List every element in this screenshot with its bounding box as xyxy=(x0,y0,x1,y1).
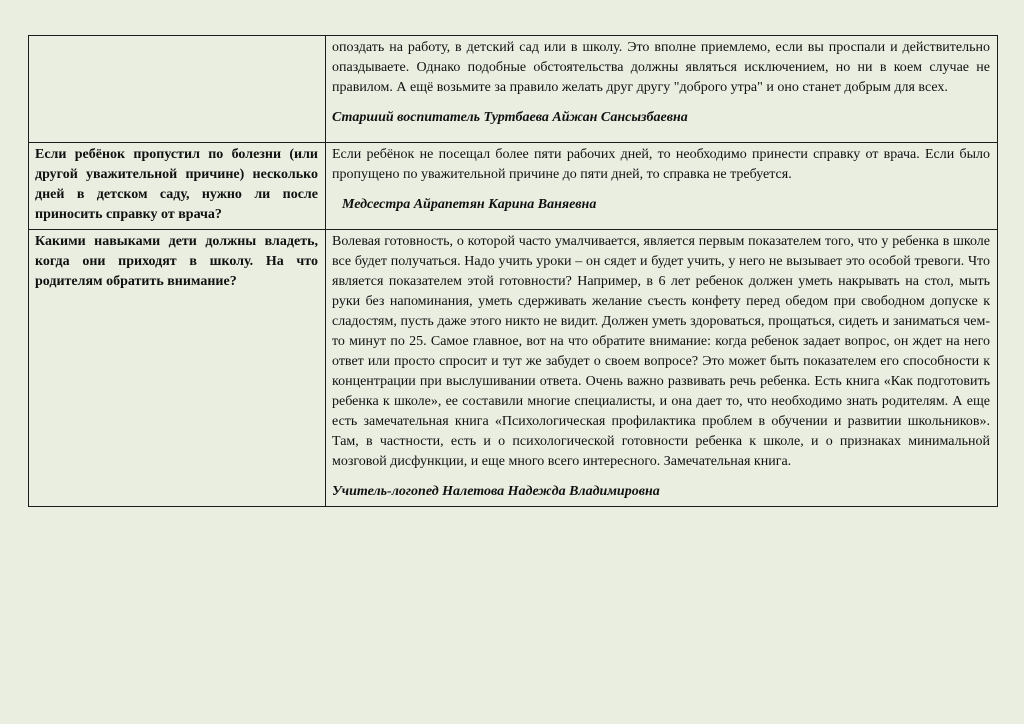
answer-cell xyxy=(326,36,998,143)
question-cell xyxy=(29,36,326,143)
signature-text: Медсестра Айрапетян Карина Ваняевна xyxy=(342,197,597,212)
question-text: Если ребёнок пропустил по болезни (или другой уважительной причине) несколько дней в детском саду, нужно ли после приносить справку от врача? xyxy=(35,147,318,222)
table-row xyxy=(29,230,998,507)
answer-text: опоздать на работу, в детский сад или в школу. Это вполне приемлемо, если вы проспали и действительно опаздываете. Однако подобные обстоятельства должны являться исключением, но ни в коем случае не правилом. А ещё возьмите за правило желать друг другу "доброго утра" и оно станет добрым для всех. xyxy=(332,40,990,95)
answer-cell xyxy=(326,230,998,507)
answer-text: Волевая готовность, о которой часто умалчивается, является первым показателем того, что у ребенка в школе все будет получаться. Надо учить уроки – он сядет и будет учить, у него не вызывает это особой тревоги. Что является показателем этой готовности? Например, в 6 лет ребенок должен уметь накрывать на стол, мыть руки без напоминания, уметь сдерживать желание съесть конфету перед обедом при свободном допуске к сладостям, пусть даже этого никто не видит. Должен уметь здороваться, прощаться, сидеть и заниматься чем-то минут по 25. Самое главное, вот на что обратите внимание: когда ребенок задает вопрос, он ждет на него ответ или просто спросит и тут же забудет о своем вопросе? Это может быть показателем его способности к концентрации при выслушивании ответа. Очень важно развивать речь ребенка. Есть книга «Как подготовить ребенка к школе», ее составили многие специалисты, и она дает то, что необходимо знать родителям. А еще есть замечательная книга «Психологическая профилактика проблем в обучении и развитии школьников». Там, в частности, есть и о психологической готовности ребенка к школе, и о признаках минимальной мозговой дисфункции, и еще много всего интересного. Замечательная книга. xyxy=(332,234,990,469)
question-cell xyxy=(29,143,326,230)
question-cell xyxy=(29,230,326,507)
qa-table xyxy=(28,35,998,507)
table-row xyxy=(29,36,998,143)
signature-text: Старший воспитатель Туртбаева Айжан Сансызбаевна xyxy=(332,110,688,125)
question-text: Какими навыками дети должны владеть, когда они приходят в школу. На что родителям обратить внимание? xyxy=(35,234,318,289)
answer-cell xyxy=(326,143,998,230)
signature-text: Учитель-логопед Налетова Надежда Владимировна xyxy=(332,484,660,499)
answer-text: Если ребёнок не посещал более пяти рабочих дней, то необходимо принести справку от врача. Если было пропущено по уважительной причине до пяти дней, то справка не требуется. xyxy=(332,147,990,182)
table-row xyxy=(29,143,998,230)
